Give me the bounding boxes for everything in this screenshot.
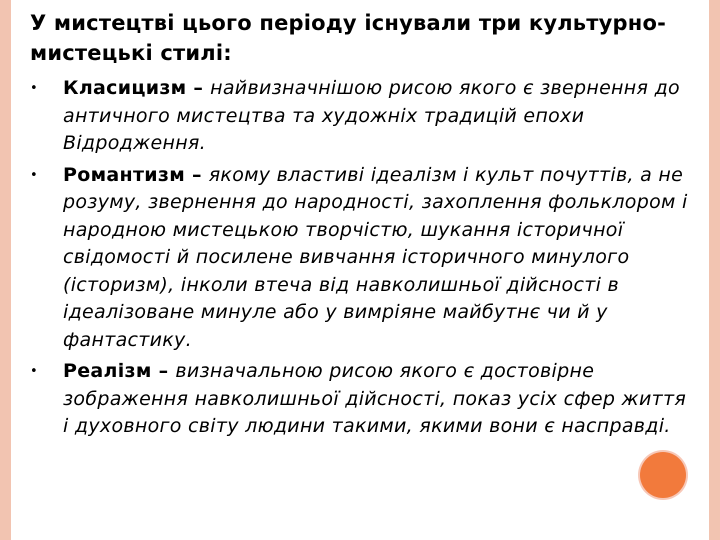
definition-classicism: найвизначнішою рисою якого є звернення до античного мистецтва та художніх традицій епохи Відродження. (63, 77, 680, 154)
bullet-item-romanticism (30, 162, 690, 355)
term-romanticism: Романтизм – (63, 163, 209, 186)
term-classicism: Класицизм – (63, 77, 211, 99)
decorative-circle-icon (640, 452, 686, 498)
slide-content (30, 8, 690, 445)
bullet-icon: • (30, 167, 38, 183)
definition-realism: визначальною рисою якого є достовірне зображення навколишньої дійсності, показ усіх сфер життя і духовного світу людини такими, якими вони є насправді. (63, 360, 687, 437)
left-decorative-stripe (0, 0, 11, 540)
bullet-item-classicism (30, 75, 690, 158)
bullet-item-realism (30, 358, 690, 441)
bullet-list (30, 75, 690, 441)
slide-heading: У мистецтві цього періоду існували три культурно-мистецькі стилі: (30, 11, 667, 65)
definition-romanticism: якому властиві ідеалізм і культ почуттів, а не розуму, звернення до народності, захоплення фольклором і народною мистецькою творчістю, шукання історичної свідомості й посилене вивчання історичного минулого (історизм), інколи втеча від навколишньої дійсності в ідеалізоване минуле або у вимріяне майбутнє чи й у фантастику. (63, 163, 688, 351)
term-realism: Реалізм – (63, 360, 176, 382)
bullet-icon: • (30, 81, 38, 96)
bullet-icon: • (30, 364, 38, 379)
right-decorative-stripe (709, 0, 720, 540)
